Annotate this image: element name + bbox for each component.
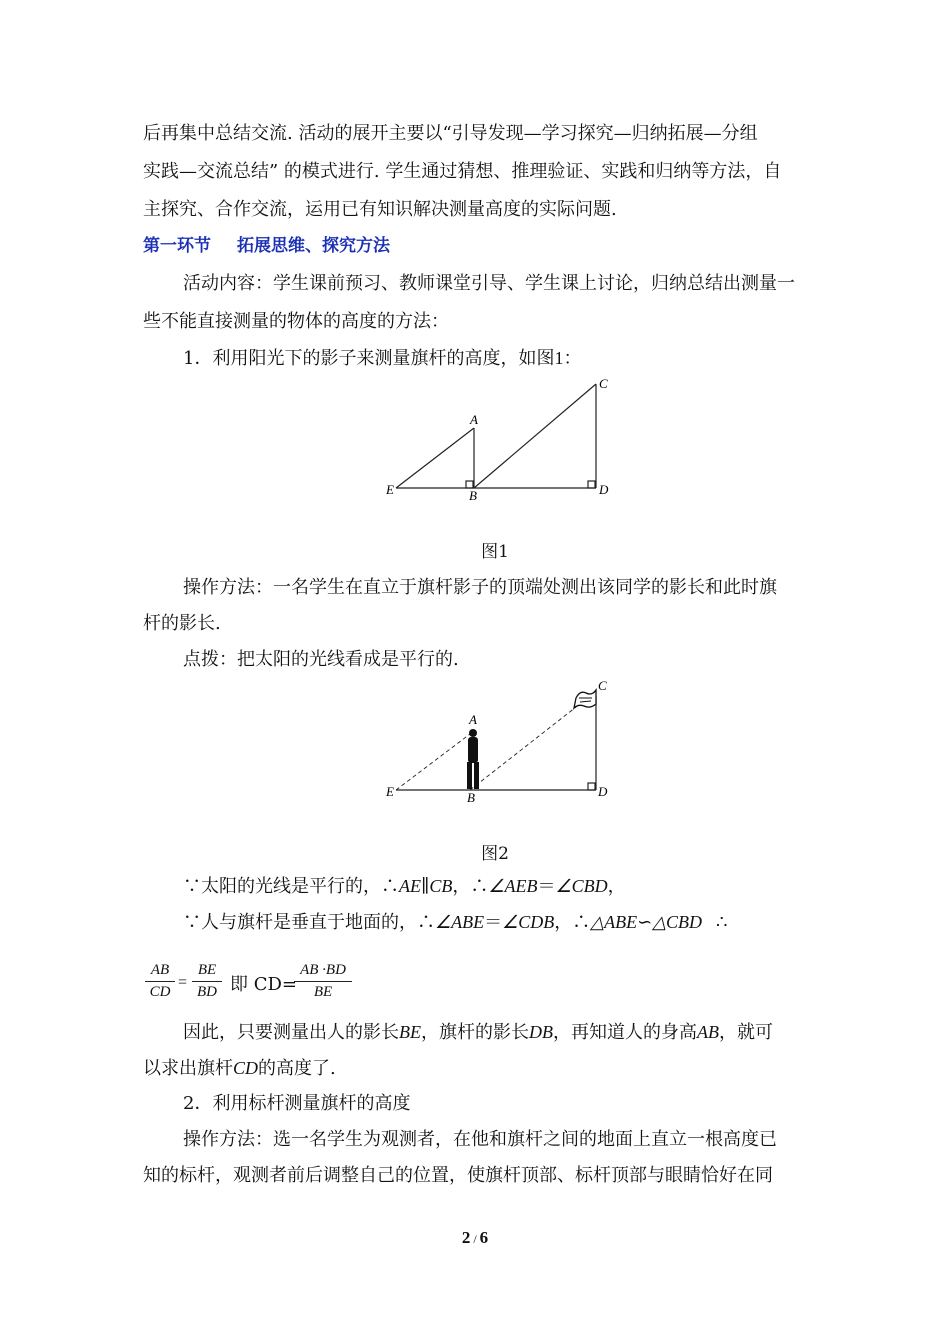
activity-line-1: 活动内容：学生课前预习、教师课堂引导、学生课上讨论，归纳总结出测量一 (183, 273, 795, 294)
fig1-ray-ea (396, 428, 474, 488)
fig2-caption-number: 2 (498, 844, 509, 864)
comma: ， (452, 876, 471, 897)
conclusion-text: ，旗杆的影长 (421, 1022, 529, 1043)
operation2-line-2: 知的标杆，观测者前后调整自己的位置，使旗杆顶部、标杆顶部与眼睛恰好在同 (143, 1165, 773, 1186)
therefore-symbol: ∴ (381, 876, 399, 897)
fig1-caption-number: 1 (498, 542, 509, 562)
conclusion-text: 因此，只要测量出人的影长 (183, 1022, 399, 1043)
fraction-numerator: AB (150, 962, 170, 978)
page-number (0, 1228, 950, 1248)
angle-cdb: ∠CDB (502, 912, 555, 932)
operation2-line-1: 操作方法：选一名学生为观测者，在他和旗杆之间的地面上直立一根高度已 (183, 1129, 777, 1150)
therefore-symbol: ∴ (716, 912, 728, 933)
page-current: 2 (461, 1228, 471, 1247)
page-total: 6 (479, 1228, 489, 1247)
parallel-symbol: ∥ (421, 876, 430, 897)
method1-title (183, 346, 581, 371)
because-clause-1: ∵太阳的光线是平行的， (183, 876, 381, 897)
flag-icon (574, 690, 596, 708)
therefore-symbol: ∴ (470, 876, 489, 897)
segment-ab: AB (697, 1022, 719, 1042)
intro-line-3: 主探究、合作交流，运用已有知识解决测量高度的实际问题. (143, 199, 617, 220)
fig1-ray-bc (474, 384, 596, 488)
fraction-be-bd (192, 962, 222, 1001)
section-title: 拓展思维、探究方法 (237, 236, 390, 256)
fig2-label-c: C (598, 678, 607, 693)
fig1-right-angle-d (588, 481, 595, 488)
fig1-caption-text: 图 (481, 542, 499, 562)
equals-sign: ＝ (484, 912, 503, 933)
because-clause-2: ∵人与旗杆是垂直于地面的， (183, 912, 417, 933)
figure-2 (380, 676, 620, 811)
conclusion-line-2 (143, 1056, 336, 1081)
cd-equals-label: 即 CD= (230, 974, 298, 995)
figure-1 (380, 372, 620, 507)
equals-sign: ＝ (537, 876, 556, 897)
conclusion-text: ，就可 (719, 1022, 773, 1043)
fig1-right-angle-b (466, 481, 473, 488)
triangle-abe: △ABE (590, 912, 638, 932)
fraction-ab-cd (145, 962, 175, 1001)
fig2-label-b: B (467, 790, 475, 805)
fig2-label-d: D (598, 784, 608, 799)
fraction-equals: = (178, 974, 188, 991)
fraction-denominator: BD (197, 984, 217, 1000)
angle-cbd: ∠CBD (555, 876, 608, 896)
fig2-label-a: A (469, 712, 477, 727)
fig1-label-a: A (470, 412, 478, 427)
comma: ， (554, 912, 573, 933)
intro-line-1: 后再集中总结交流. 活动的展开主要以“引导发现—学习探究—归纳拓展—分组 (143, 123, 758, 144)
reasoning-line-1 (183, 874, 626, 899)
fig2-label-e: E (386, 784, 394, 799)
fig1-label-e: E (386, 482, 394, 497)
section-heading (143, 234, 390, 258)
section-number: 第一环节 (143, 236, 211, 256)
method1-title-colon: ： (563, 348, 582, 369)
fraction-denominator: BE (313, 984, 333, 1000)
page-separator: / (473, 1232, 477, 1246)
triangle-cbd: △CBD (652, 912, 703, 932)
conclusion-text: 的高度了. (258, 1058, 336, 1079)
segment-cb: CB (429, 876, 453, 896)
operation1-line-2: 杆的影长. (143, 613, 221, 634)
operation1-line-1: 操作方法：一名学生在直立于旗杆影子的顶端处测出该同学的影长和此时旗 (183, 577, 777, 598)
fraction-cd-result (294, 962, 352, 1001)
intro-line-2: 实践—交流总结” 的模式进行. 学生通过猜想、推理验证、实践和归纳等方法，自 (143, 161, 782, 182)
segment-be: BE (399, 1022, 421, 1042)
fig2-dashed-ray-ea (396, 734, 470, 790)
conclusion-line-1 (183, 1020, 773, 1045)
segment-cd: CD (233, 1058, 259, 1078)
fig1-label-c: C (599, 376, 608, 391)
method1-figure-ref: 1 (554, 348, 564, 368)
fig2-dashed-ray-bc (470, 700, 585, 790)
activity-line-2: 些不能直接测量的物体的高度的方法： (143, 311, 449, 332)
method1-title-text: 1．利用阳光下的影子来测量旗杆的高度，如图 (183, 348, 555, 369)
fig2-right-angle-d (588, 783, 595, 790)
fraction-denominator: CD (149, 984, 171, 1000)
segment-ae: AE (399, 876, 421, 896)
figure-2-caption (475, 839, 515, 864)
therefore-symbol: ∴ (417, 912, 435, 933)
fraction-numerator: BE (197, 962, 217, 978)
fig1-label-d: D (599, 482, 609, 497)
angle-aeb: ∠AEB (488, 876, 538, 896)
reasoning-line-2 (183, 910, 727, 935)
conclusion-text: 以求出旗杆 (143, 1058, 233, 1079)
fraction-numerator: AB ·BD (300, 962, 346, 978)
person-icon (467, 729, 479, 789)
method2-title: 2．利用标杆测量旗杆的高度 (183, 1093, 411, 1114)
similar-symbol: ∽ (637, 912, 653, 933)
conclusion-text: ，再知道人的身高 (553, 1022, 697, 1043)
segment-db: DB (529, 1022, 553, 1042)
fig2-caption-text: 图 (481, 844, 499, 864)
comma: ， (607, 876, 626, 897)
hint-line: 点拨：把太阳的光线看成是平行的. (183, 649, 459, 670)
figure-1-caption (475, 537, 515, 562)
therefore-symbol: ∴ (572, 912, 591, 933)
angle-abe: ∠ABE (435, 912, 485, 932)
fig1-label-b: B (469, 488, 477, 503)
